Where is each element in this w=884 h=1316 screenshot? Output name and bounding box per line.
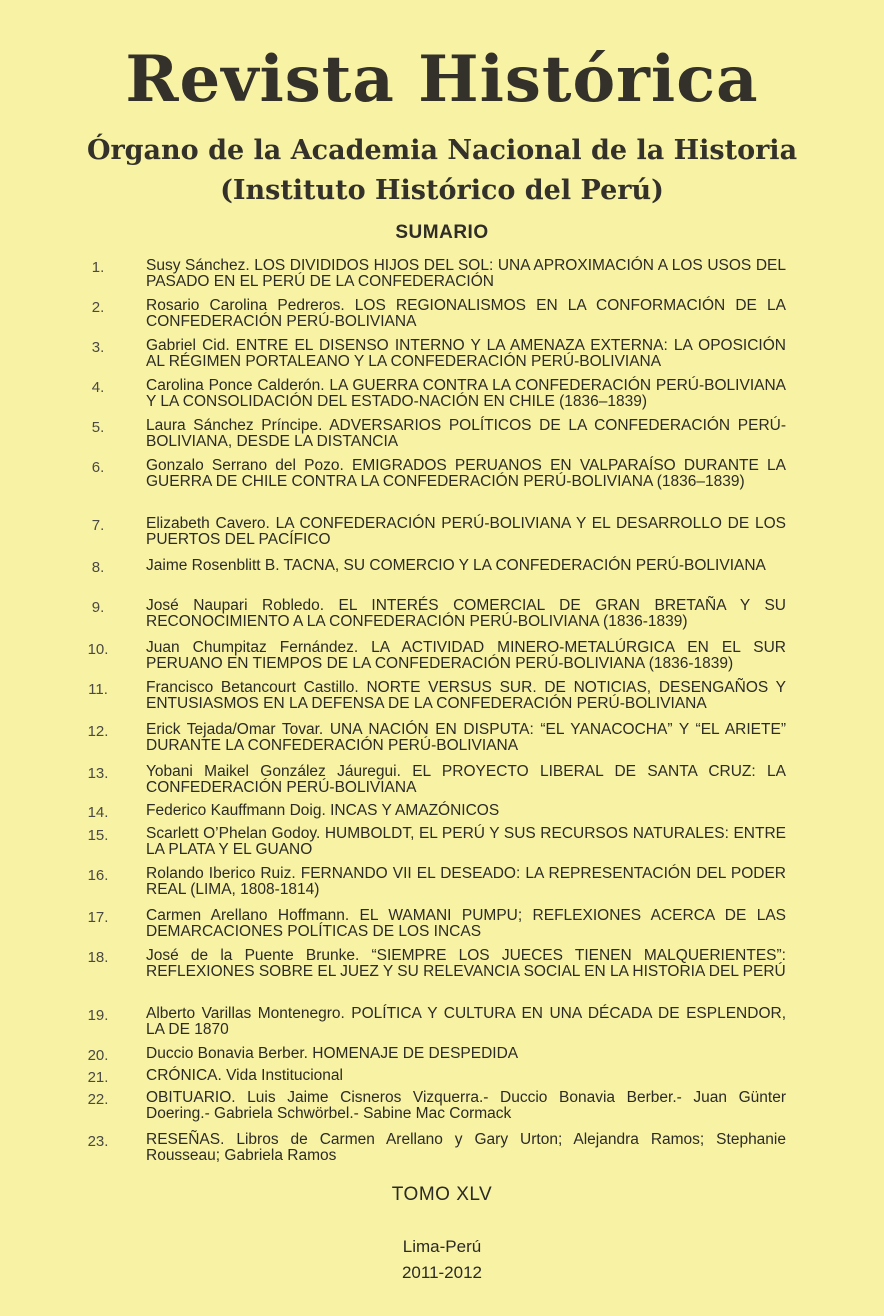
entry-text: Susy Sánchez. LOS DIVIDIDOS HIJOS DEL SOL: UNA APROXIMACIÓN A LOS USOS DEL PASADO EN EL PERÚ DE LA CONFEDERACIÓN (146, 257, 786, 290)
entry-text: Francisco Betancourt Castillo. NORTE VERSUS SUR. DE NOTICIAS, DESENGAÑOS Y ENTUSIASMOS EN LA DEFENSA DE LA CONFEDERACIÓN PERÚ-BOLIVIANA (146, 679, 786, 712)
entry-number: 9. (91, 599, 105, 616)
entry-number: 19. (87, 1007, 109, 1024)
volume-number: TOMO XLV (391, 1184, 493, 1205)
entry-number: 10. (87, 641, 109, 658)
entry-text: Scarlett O’Phelan Godoy. HUMBOLDT, EL PERÚ Y SUS RECURSOS NATURALES: ENTRE LA PLATA Y EL GUANO (146, 825, 786, 858)
entry-number: 1. (91, 259, 105, 276)
entry-number: 5. (91, 419, 105, 436)
entry-text: Yobani Maikel González Jáuregui. EL PROYECTO LIBERAL DE SANTA CRUZ: LA CONFEDERACIÓN PERÚ-BOLIVIANA (146, 763, 786, 796)
entry-text: Carmen Arellano Hoffmann. EL WAMANI PUMPU; REFLEXIONES ACERCA DE LAS DEMARCACIONES POLÍTICAS DE LOS INCAS (146, 907, 786, 940)
entry-text: Carolina Ponce Calderón. LA GUERRA CONTRA LA CONFEDERACIÓN PERÚ-BOLIVIANA Y LA CONSOLIDACIÓN DEL ESTADO-NACIÓN EN CHILE (1836–1839) (146, 377, 786, 410)
entry-text: José de la Puente Brunke. “SIEMPRE LOS JUECES TIENEN MALQUERIENTES”: REFLEXIONES SOBRE EL JUEZ Y SU RELEVANCIA SOCIAL EN LA HISTORIA DEL PERÚ (146, 947, 786, 980)
journal-subtitle: Órgano de la Academia Nacional de la Historia (86, 135, 798, 166)
entry-text: Jaime Rosenblitt B. TACNA, SU COMERCIO Y LA CONFEDERACIÓN PERÚ-BOLIVIANA (146, 557, 766, 574)
entry-number: 21. (87, 1069, 109, 1086)
publication-years: 2011-2012 (401, 1263, 483, 1282)
entry-text: Duccio Bonavia Berber. HOMENAJE DE DESPEDIDA (146, 1045, 519, 1062)
entry-text: Erick Tejada/Omar Tovar. UNA NACIÓN EN DISPUTA: “EL YANACOCHA” Y “EL ARIETE” DURANTE LA CONFEDERACIÓN PERÚ-BOLIVIANA (146, 721, 786, 754)
entry-number: 12. (87, 723, 109, 740)
entry-text: Juan Chumpitaz Fernández. LA ACTIVIDAD MINERO-METALÚRGICA EN EL SUR PERUANO EN TIEMPOS DE LA CONFEDERACIÓN PERÚ-BOLIVIANA (1836-1839) (146, 639, 786, 672)
institute-name: (Instituto Histórico del Perú) (220, 175, 664, 206)
entry-text: Gonzalo Serrano del Pozo. EMIGRADOS PERUANOS EN VALPARAÍSO DURANTE LA GUERRA DE CHILE CONTRA LA CONFEDERACIÓN PERÚ-BOLIVIANA (1836–1839) (146, 457, 786, 490)
entry-number: 8. (91, 559, 105, 576)
entry-text: Alberto Varillas Montenegro. POLÍTICA Y CULTURA EN UNA DÉCADA DE ESPLENDOR, LA DE 1870 (146, 1005, 786, 1038)
entry-text: CRÓNICA. Vida Institucional (146, 1067, 343, 1084)
entry-number: 22. (87, 1091, 109, 1108)
entry-number: 20. (87, 1047, 109, 1064)
entry-number: 13. (87, 765, 109, 782)
entry-text: Rosario Carolina Pedreros. LOS REGIONALISMOS EN LA CONFORMACIÓN DE LA CONFEDERACIÓN PERÚ-BOLIVIANA (146, 297, 786, 330)
entry-text: OBITUARIO. Luis Jaime Cisneros Vizquerra.- Duccio Bonavia Berber.- Juan Günter Doering.- Gabriela Schwörbel.- Sabine Mac Cormack (146, 1089, 786, 1122)
entry-text: Federico Kauffmann Doig. INCAS Y AMAZÓNICOS (146, 802, 500, 819)
entry-number: 6. (91, 459, 105, 476)
entry-number: 17. (87, 909, 109, 926)
entry-text: Rolando Iberico Ruiz. FERNANDO VII EL DESEADO: LA REPRESENTACIÓN DEL PODER REAL (LIMA, 1808-1814) (146, 865, 786, 898)
entry-number: 3. (91, 339, 105, 356)
entry-text: Gabriel Cid. ENTRE EL DISENSO INTERNO Y LA AMENAZA EXTERNA: LA OPOSICIÓN AL RÉGIMEN PORTALEANO Y LA CONFEDERACIÓN PERÚ-BOLIVIANA (146, 337, 786, 370)
entry-number: 7. (91, 517, 105, 534)
entry-number: 16. (87, 867, 109, 884)
entry-number: 18. (87, 949, 109, 966)
entry-number: 11. (88, 681, 108, 698)
sumario-heading: SUMARIO (395, 222, 489, 243)
entry-number: 15. (87, 827, 109, 844)
entry-text: Elizabeth Cavero. LA CONFEDERACIÓN PERÚ-BOLIVIANA Y EL DESARROLLO DE LOS PUERTOS DEL PACÍFICO (146, 515, 786, 548)
journal-title: Revista Histórica (125, 42, 759, 117)
entry-number: 14. (87, 804, 109, 821)
entry-text: Laura Sánchez Príncipe. ADVERSARIOS POLÍTICOS DE LA CONFEDERACIÓN PERÚ-BOLIVIANA, DESDE LA DISTANCIA (146, 417, 786, 450)
entry-number: 2. (91, 299, 105, 316)
entry-text: RESEÑAS. Libros de Carmen Arellano y Gary Urton; Alejandra Ramos; Stephanie Rousseau; Gabriela Ramos (146, 1131, 786, 1164)
entry-text: José Naupari Robledo. EL INTERÉS COMERCIAL DE GRAN BRETAÑA Y SU RECONOCIMIENTO A LA CONFEDERACIÓN PERÚ-BOLIVIANA (1836-1839) (146, 597, 786, 630)
entry-number: 23. (87, 1133, 109, 1150)
publication-place: Lima-Perú (402, 1237, 482, 1256)
entry-number: 4. (91, 379, 105, 396)
